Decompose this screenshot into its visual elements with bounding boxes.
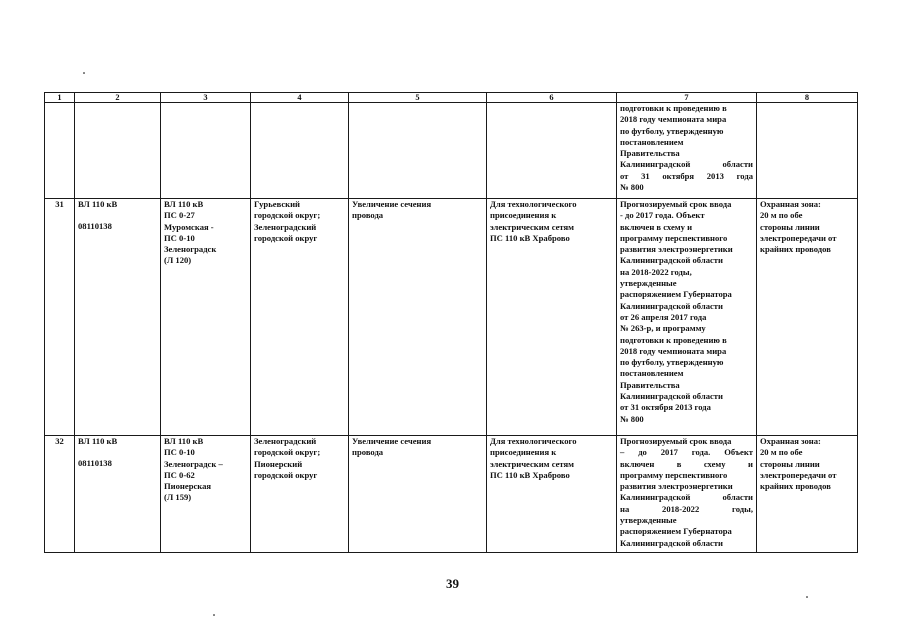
text-line: (Л 120) <box>164 255 192 266</box>
text-line: Зеленоградский <box>254 221 317 232</box>
text-line: утвержденные <box>620 515 677 526</box>
text-line: на 2018-2022 годы, <box>620 266 692 277</box>
text-line: постановлением <box>620 136 684 147</box>
purpose-cell <box>349 436 487 553</box>
text-line: Правительства <box>620 148 680 159</box>
text-line: по футболу, утвержденную <box>620 125 724 136</box>
text-line: электрическим сетям <box>490 221 575 232</box>
objects-table <box>44 92 858 553</box>
text-line: присоединения к <box>490 210 557 221</box>
object-code: 08110138 <box>78 458 112 469</box>
text-line: Калининградской области <box>620 159 753 170</box>
text-line: Калининградской области <box>620 391 723 402</box>
column-header: 2 <box>75 93 161 103</box>
text-line: (Л 159) <box>164 492 192 503</box>
text-line: ПС 0-10 <box>164 447 195 458</box>
line-description-cell <box>161 436 251 553</box>
text-line: 20 м по обе <box>760 210 803 221</box>
text-line: развития электроэнергетики <box>620 481 733 492</box>
text-line: электропередачи от <box>760 469 837 480</box>
text-line: городской округ <box>254 232 318 243</box>
table-row <box>45 199 858 436</box>
protection-zone-cell <box>757 199 858 436</box>
text-line: стороны линии <box>760 458 820 469</box>
column-header: 8 <box>757 93 858 103</box>
text-line: распоряжением Губернатора <box>620 526 732 537</box>
protection-zone-cell <box>757 436 858 553</box>
text-line: провода <box>352 447 384 458</box>
text-line: Зеленоградский <box>254 436 317 446</box>
text-line: крайних проводов <box>760 481 831 492</box>
text-line: 2018 году чемпионата мира <box>620 114 727 125</box>
empty-cell <box>45 103 75 199</box>
text-line: Пионерский <box>254 458 303 469</box>
column-header: 3 <box>161 93 251 103</box>
text-line: провода <box>352 210 384 221</box>
text-line: ПС 0-27 <box>164 210 195 221</box>
text-line: – до 2017 года. Объект <box>620 447 753 458</box>
text-line: включен в схему и <box>620 221 693 232</box>
text-line: Гурьевский <box>254 199 300 209</box>
text-line: включен в схему и <box>620 458 753 469</box>
text-line: № 800 <box>620 182 644 193</box>
scan-speck <box>213 614 215 616</box>
text-line: от 31 октября 2013 года <box>620 402 711 413</box>
text-line: на 2018-2022 годы, <box>620 503 753 514</box>
commissioning-term-cell <box>617 103 757 199</box>
empty-cell <box>757 103 858 199</box>
column-header: 5 <box>349 93 487 103</box>
text-line: Зеленоградск <box>164 244 217 255</box>
text-line: электрическим сетям <box>490 458 575 469</box>
text-line: по футболу, утвержденную <box>620 357 724 368</box>
text-line: от 31 октября 2013 года <box>620 170 753 181</box>
object-name-cell <box>75 436 161 553</box>
text-line: Зеленоградск – <box>164 458 223 469</box>
column-header: 4 <box>251 93 349 103</box>
empty-cell <box>251 103 349 199</box>
spacer <box>78 447 157 458</box>
text-line: № 800 <box>620 413 644 424</box>
text-line: программу перспективного <box>620 469 728 480</box>
text-line: развития электроэнергетики <box>620 244 733 255</box>
location-cell <box>251 199 349 436</box>
scan-speck <box>83 72 85 74</box>
text-line: ПС 110 кВ Храброво <box>490 469 570 480</box>
text-line: распоряжением Губернатора <box>620 289 732 300</box>
text-line: Калининградской области <box>620 300 723 311</box>
text-line: от 26 апреля 2017 года <box>620 311 707 322</box>
object-name-cell <box>75 199 161 436</box>
text-line: ВЛ 110 кВ <box>164 199 204 209</box>
text-line: Калининградской области <box>620 255 723 266</box>
text-line: ПС 0-10 <box>164 232 195 243</box>
text-line: ВЛ 110 кВ <box>164 436 204 446</box>
row-number: 31 <box>45 199 75 436</box>
text-line: Для технологического <box>490 199 577 209</box>
text-line: Калининградской области <box>620 492 753 503</box>
text-line: утвержденные <box>620 278 677 289</box>
column-header: 7 <box>617 93 757 103</box>
text-line: программу перспективного <box>620 232 728 243</box>
text-line: 20 м по обе <box>760 447 803 458</box>
text-line: Прогнозируемый срок ввода <box>620 199 732 209</box>
text-line: Калининградской области <box>620 537 723 548</box>
object-code: 08110138 <box>78 221 112 232</box>
empty-cell <box>75 103 161 199</box>
text-line: электропередачи от <box>760 232 837 243</box>
text-line: Правительства <box>620 379 680 390</box>
object-name: ВЛ 110 кВ <box>78 199 118 209</box>
column-header: 1 <box>45 93 75 103</box>
header-row <box>45 93 858 103</box>
text-line: Пионерская <box>164 481 212 492</box>
text-line: Увеличение сечения <box>352 199 432 209</box>
table-row-continuation <box>45 103 858 199</box>
text-line: ПС 0-62 <box>164 469 195 480</box>
text-line: Увеличение сечения <box>352 436 432 446</box>
column-header: 6 <box>487 93 617 103</box>
text-line: Муромская - <box>164 221 214 232</box>
text-line: постановлением <box>620 368 684 379</box>
text-line: ПС 110 кВ Храброво <box>490 232 570 243</box>
line-description-cell <box>161 199 251 436</box>
text-line: Охранная зона: <box>760 436 821 446</box>
empty-cell <box>349 103 487 199</box>
object-name: ВЛ 110 кВ <box>78 436 118 446</box>
row-number: 32 <box>45 436 75 553</box>
text-line: 2018 году чемпионата мира <box>620 345 727 356</box>
page-number: 39 <box>446 576 459 591</box>
scan-speck <box>806 596 808 598</box>
spacer <box>78 210 157 221</box>
text-line: подготовки к проведению в <box>620 334 727 345</box>
empty-cell <box>487 103 617 199</box>
commissioning-term-cell <box>617 436 757 553</box>
text-line: городской округ <box>254 469 318 480</box>
text-line: № 263-р, и программу <box>620 323 706 334</box>
text-line: присоединения к <box>490 447 557 458</box>
text-line: Охранная зона: <box>760 199 821 209</box>
commissioning-term-cell <box>617 199 757 436</box>
text-line: городской округ; <box>254 210 321 221</box>
empty-cell <box>161 103 251 199</box>
purpose-cell <box>349 199 487 436</box>
text-line: стороны линии <box>760 221 820 232</box>
reason-cell <box>487 436 617 553</box>
text-line: городской округ; <box>254 447 321 458</box>
location-cell <box>251 436 349 553</box>
reason-cell <box>487 199 617 436</box>
text-line: крайних проводов <box>760 244 831 255</box>
text-line: - до 2017 года. Объект <box>620 210 705 221</box>
text-line: Для технологического <box>490 436 577 446</box>
table-row <box>45 436 858 553</box>
text-line: подготовки к проведению в <box>620 103 727 113</box>
text-line: Прогнозируемый срок ввода <box>620 436 732 446</box>
